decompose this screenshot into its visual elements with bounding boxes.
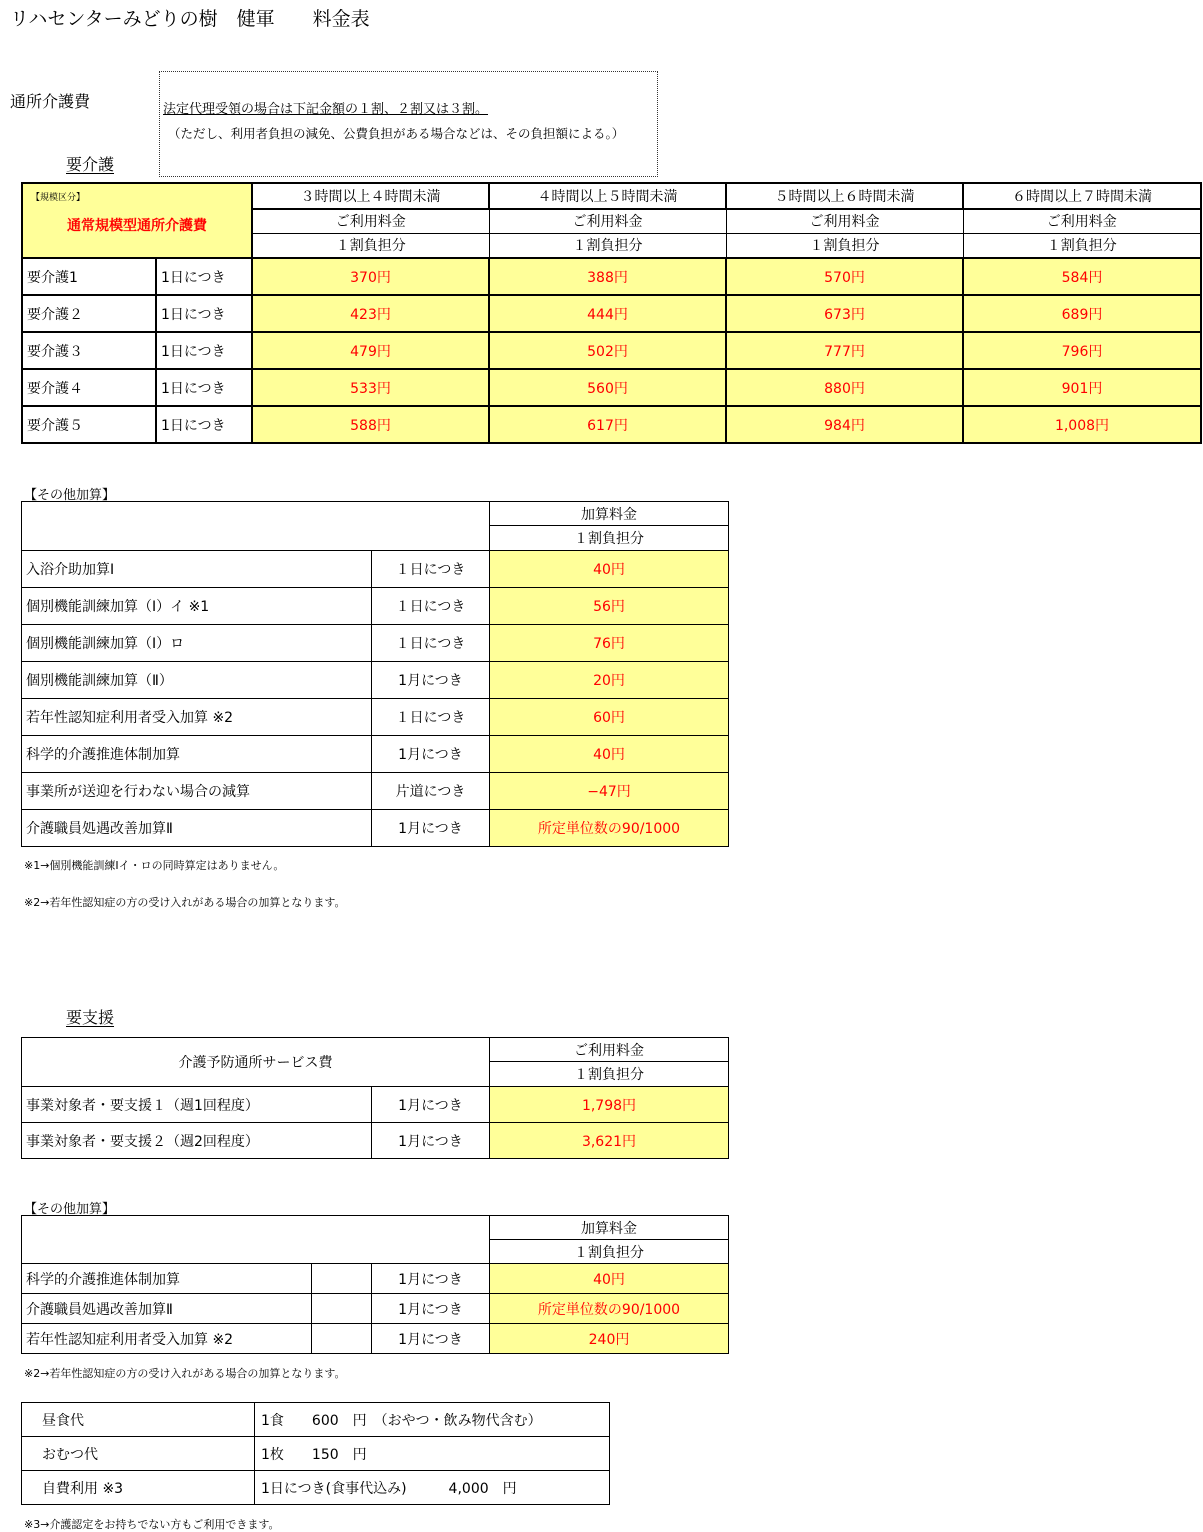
price: 901円 [963,369,1201,406]
table-row [22,1294,729,1324]
price: 560円 [489,369,726,406]
unit: １日につき [372,551,490,588]
column-header: ３時間以上４時間未満 [252,183,489,209]
unit: 1月につき [372,1294,490,1324]
care-level: 要介護２ [22,295,156,332]
service-name: 介護予防通所サービス費 [22,1038,490,1087]
footnote-1: ※1→個別機能訓練Ⅰイ・ロの同時算定はありません。 [24,859,285,872]
price: 617円 [489,406,726,443]
unit: 片道につき [372,773,490,810]
addon-name: 個別機能訓練加算（Ⅱ） [22,662,372,699]
empty-cell [312,1294,372,1324]
column-header: ５時間以上６時間未満 [726,183,963,209]
column-header: ４時間以上５時間未満 [489,183,726,209]
fee-label: ご利用料金 [489,209,726,233]
price: 20円 [490,662,729,699]
empty-header-cell [22,502,490,551]
price: −47円 [490,773,729,810]
misc-item-detail: 1食 600 円 （おやつ・飲み物代含む） [255,1403,610,1437]
burden-label: １割負担分 [963,233,1201,258]
misc-item-name: 自費利用 ※3 [22,1471,255,1505]
unit: 1月につき [372,1324,490,1354]
addon-name: 介護職員処遇改善加算Ⅱ [22,1294,312,1324]
addon-name: 事業所が送迎を行わない場合の減算 [22,773,372,810]
column-header: ６時間以上７時間未満 [963,183,1201,209]
addon-name: 若年性認知症利用者受入加算 ※2 [22,1324,312,1354]
price: 673円 [726,295,963,332]
footnote-2: ※2→若年性認知症の方の受け入れがある場合の加算となります。 [24,896,346,909]
support-heading: 要支援 [66,1008,115,1027]
unit: 1月につき [372,662,490,699]
misc-item-detail: 1枚 150 円 [255,1437,610,1471]
unit: 1月につき [372,1087,490,1123]
misc-item-name: 昼食代 [22,1403,255,1437]
addon-name: 介護職員処遇改善加算Ⅱ [22,810,372,847]
notice-line-2: （ただし、利用者負担の減免、公費負担がある場合などは、その負担額による。） [168,126,625,141]
table-row [22,1087,729,1123]
unit: １日につき [372,588,490,625]
table-row [22,588,729,625]
fee-label: 加算料金 [490,502,729,526]
misc-item-detail: 1日につき(食事代込み) 4,000 円 [255,1471,610,1505]
care-level: 要介護４ [22,369,156,406]
empty-cell [312,1264,372,1294]
price: 584円 [963,258,1201,295]
table-row [22,258,1201,295]
unit: 1月につき [372,1123,490,1159]
price: 502円 [489,332,726,369]
care-addons-heading: 【その他加算】 [24,488,116,503]
unit: 1日につき [156,369,252,406]
notice-line-1: 法定代理受領の場合は下記金額の１割、２割又は３割。 [163,102,489,117]
unit: 1月につき [372,810,490,847]
price: 3,621円 [490,1123,729,1159]
price: 479円 [252,332,489,369]
price: 689円 [963,295,1201,332]
price: 588円 [252,406,489,443]
misc-item-name: おむつ代 [22,1437,255,1471]
price: 60円 [490,699,729,736]
table-row [22,699,729,736]
support-addons-heading: 【その他加算】 [24,1202,116,1217]
unit: 1日につき [156,406,252,443]
scale-header-cell [22,183,252,258]
care-addons-table [21,501,729,847]
support-level: 事業対象者・要支援２（週2回程度） [22,1123,372,1159]
price: 所定単位数の90/1000 [490,1294,729,1324]
price: 533円 [252,369,489,406]
table-row [22,551,729,588]
unit: 1月につき [372,1264,490,1294]
table-row [22,810,729,847]
price: 40円 [490,551,729,588]
fee-label: ご利用料金 [252,209,489,233]
burden-label: １割負担分 [252,233,489,258]
price: 1,008円 [963,406,1201,443]
section-heading-day-care: 通所介護費 [10,92,91,111]
unit: 1日につき [156,295,252,332]
price: 240円 [490,1324,729,1354]
price: 76円 [490,625,729,662]
empty-cell [312,1324,372,1354]
burden-label: １割負担分 [490,1062,729,1087]
addon-name: 個別機能訓練加算（Ⅰ）イ ※1 [22,588,372,625]
footnote-support: ※2→若年性認知症の方の受け入れがある場合の加算となります。 [24,1367,346,1380]
price: 1,798円 [490,1087,729,1123]
table-row [22,1123,729,1159]
price: 所定単位数の90/1000 [490,810,729,847]
addon-name: 個別機能訓練加算（Ⅰ）ロ [22,625,372,662]
price: 984円 [726,406,963,443]
price: 777円 [726,332,963,369]
burden-label: １割負担分 [726,233,963,258]
table-row [22,295,1201,332]
price: 388円 [489,258,726,295]
price: 423円 [252,295,489,332]
unit: 1日につき [156,332,252,369]
table-row [22,736,729,773]
care-level: 要介護５ [22,406,156,443]
support-fee-table [21,1037,729,1159]
burden-label: １割負担分 [490,526,729,551]
table-row [22,1437,610,1471]
price: 444円 [489,295,726,332]
addon-name: 入浴介助加算Ⅰ [22,551,372,588]
price: 370円 [252,258,489,295]
table-row [22,369,1201,406]
table-row [22,332,1201,369]
care-fee-table [21,182,1202,444]
unit: １日につき [372,699,490,736]
table-row [22,1264,729,1294]
table-row [22,662,729,699]
burden-label: １割負担分 [489,233,726,258]
table-row [22,1324,729,1354]
fee-label: ご利用料金 [963,209,1201,233]
unit: １日につき [372,625,490,662]
footnote-3: ※3→介護認定をお持ちでない方もご利用できます。 [24,1518,280,1531]
price: 56円 [490,588,729,625]
fee-label: ご利用料金 [490,1038,729,1062]
unit: 1月につき [372,736,490,773]
unit: 1日につき [156,258,252,295]
addon-name: 若年性認知症利用者受入加算 ※2 [22,699,372,736]
page-title: リハセンターみどりの樹 健軍 料金表 [10,8,370,30]
care-level: 要介護1 [22,258,156,295]
fee-label: ご利用料金 [726,209,963,233]
table-row [22,406,1201,443]
price: 570円 [726,258,963,295]
price: 796円 [963,332,1201,369]
table-row [22,625,729,662]
table-row [22,1403,610,1437]
table-row [22,773,729,810]
addon-name: 科学的介護推進体制加算 [22,736,372,773]
scale-name: 通常規模型通所介護費 [67,218,207,234]
misc-fee-table [21,1402,610,1505]
price: 880円 [726,369,963,406]
price: 40円 [490,1264,729,1294]
scale-label: 【規模区分】 [31,193,86,203]
care-heading: 要介護 [66,155,115,174]
burden-label: １割負担分 [490,1240,729,1264]
price: 40円 [490,736,729,773]
table-row [22,1471,610,1505]
support-addons-table [21,1215,729,1354]
empty-header-cell [22,1216,490,1264]
support-level: 事業対象者・要支援１（週1回程度） [22,1087,372,1123]
care-level: 要介護３ [22,332,156,369]
addon-name: 科学的介護推進体制加算 [22,1264,312,1294]
fee-label: 加算料金 [490,1216,729,1240]
